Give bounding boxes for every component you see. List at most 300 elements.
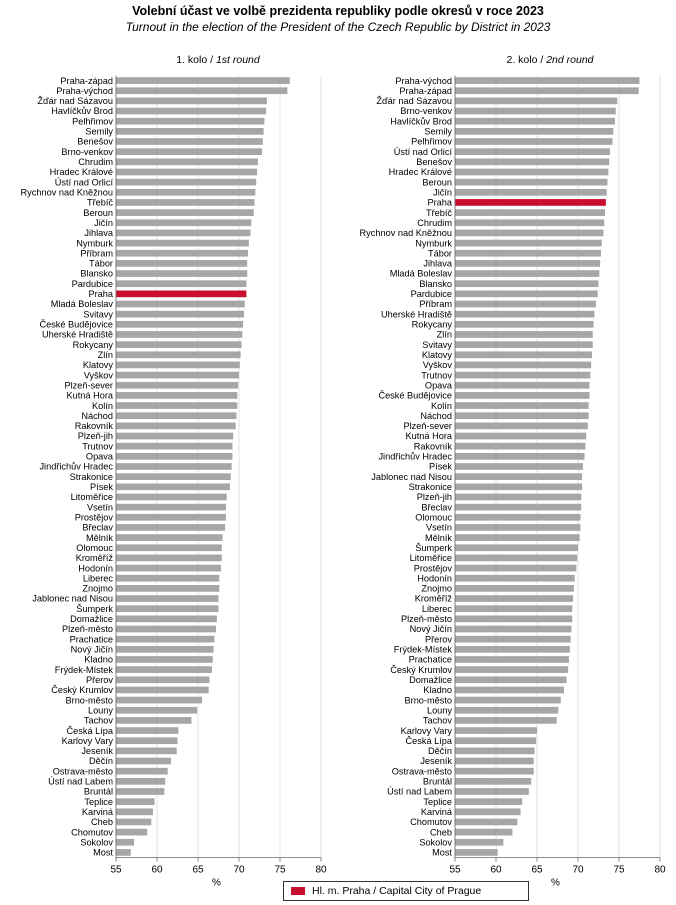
bar-znojmo xyxy=(116,585,219,592)
category-label: Šumperk xyxy=(76,603,113,614)
bar-kladno xyxy=(455,687,564,694)
category-label: Nový Jičín xyxy=(409,624,452,635)
chart-title: Volební účast ve volbě prezidenta republiky podle okresů v roce 2023 xyxy=(132,4,544,18)
bar-jindrichuv-hradec xyxy=(116,463,232,470)
category-label: Vsetín xyxy=(425,522,452,533)
x-axis-label: % xyxy=(212,877,221,889)
bar-bruntal xyxy=(116,788,164,795)
x-tick-label: 80 xyxy=(315,864,327,876)
category-label: Opava xyxy=(424,380,452,391)
category-label: Louny xyxy=(426,705,452,716)
bar-cheb xyxy=(455,829,512,836)
bar-praha xyxy=(455,199,606,206)
category-label: Litoměřice xyxy=(70,492,113,503)
bar-semily xyxy=(455,128,613,135)
bar-kromeriz xyxy=(455,595,573,602)
bar-nymburk xyxy=(455,240,602,247)
category-label: Semily xyxy=(424,126,452,137)
bar-novy-jicin xyxy=(116,646,214,653)
category-label: Jičín xyxy=(433,187,452,198)
bar-rakovnik xyxy=(116,423,236,430)
bar-jicin xyxy=(455,189,607,196)
category-label: Olomouc xyxy=(76,542,113,553)
category-label: Beroun xyxy=(83,207,113,218)
category-label: Příbram xyxy=(80,248,113,259)
bar-sokolov xyxy=(455,839,503,846)
category-label: Louny xyxy=(87,705,113,716)
category-label: Šumperk xyxy=(415,542,452,553)
category-label: Náchod xyxy=(81,410,113,421)
bar-tabor xyxy=(455,250,601,257)
bar-blansko xyxy=(455,280,599,287)
category-label: Beroun xyxy=(422,177,452,188)
category-label: Příbram xyxy=(419,299,452,310)
category-label: Plzeň-sever xyxy=(403,421,452,432)
bar-karlovy-vary xyxy=(116,737,178,744)
category-label: Děčín xyxy=(427,746,452,757)
bar-prostejov xyxy=(455,565,576,572)
bar-frydek-mistek xyxy=(455,646,570,653)
bar-novy-jicin xyxy=(455,626,571,633)
category-label: Plzeň-město xyxy=(400,614,452,625)
bar-teplice xyxy=(455,798,522,805)
category-label: Vyškov xyxy=(422,360,452,371)
category-label: Prostějov xyxy=(74,512,113,523)
bar-mlada-boleslav xyxy=(116,301,245,308)
category-label: Nymburk xyxy=(415,238,452,249)
category-label: Jeseník xyxy=(81,746,113,757)
bar-karvina xyxy=(116,808,153,815)
category-label: Český Krumlov xyxy=(390,664,452,675)
bar-plzen-sever xyxy=(455,423,588,430)
bar-prachatice xyxy=(455,656,569,663)
x-tick-label: 75 xyxy=(274,864,286,876)
bar-prerov xyxy=(455,636,571,643)
category-label: Mělník xyxy=(85,532,113,543)
category-label: Děčín xyxy=(88,756,113,767)
bar-breclav xyxy=(116,524,225,531)
category-label: Sokolov xyxy=(419,837,452,848)
bar-kolin xyxy=(116,402,237,409)
category-label: Jeseník xyxy=(420,756,452,767)
category-label: Domažlice xyxy=(70,614,113,625)
bar-jesenik xyxy=(455,758,534,765)
legend-swatch-praha xyxy=(291,887,305,895)
bar-jihlava xyxy=(116,230,250,237)
category-label: Cheb xyxy=(91,817,113,828)
category-label: Třebíč xyxy=(425,207,452,218)
category-label: Znojmo xyxy=(421,583,452,594)
legend-label: Hl. m. Praha / Capital City of Prague xyxy=(312,885,482,897)
bar-chrudim xyxy=(455,219,604,226)
category-label: Svitavy xyxy=(422,339,452,350)
bar-pisek xyxy=(455,463,583,470)
bar-ceske-budejovice xyxy=(455,392,589,399)
chart-subtitle: Turnout in the election of the President of the Czech Republic by District in 2023 xyxy=(125,20,551,34)
bar-trutnov xyxy=(116,443,232,450)
category-label: Praha xyxy=(427,197,452,208)
bar-rokycany xyxy=(455,321,594,328)
bar-strakonice xyxy=(116,473,231,480)
bar-litomerice xyxy=(116,494,227,501)
category-label: Praha-východ xyxy=(56,85,113,96)
category-label: Zlín xyxy=(436,329,452,340)
category-label: Klatovy xyxy=(82,360,113,371)
x-axis-label: % xyxy=(551,877,560,889)
category-label: Prachatice xyxy=(408,654,452,665)
bar-chart-round2 xyxy=(360,54,666,889)
category-label: Jablonec nad Nisou xyxy=(371,471,452,482)
bar-nachod xyxy=(455,412,589,419)
category-label: Brno-město xyxy=(65,695,113,706)
category-label: Praha-západ xyxy=(60,75,113,86)
bar-praha-zapad xyxy=(455,87,639,94)
bar-zlin xyxy=(455,331,593,338)
category-label: Česká Lípa xyxy=(405,735,452,746)
bar-sumperk xyxy=(116,605,219,612)
bar-havlickuv-brod xyxy=(455,118,615,125)
panel-title-round2: 2. kolo / 2nd round xyxy=(506,54,594,66)
bar-nymburk xyxy=(116,240,249,247)
category-label: Pardubice xyxy=(71,278,113,289)
category-label: Brno-město xyxy=(404,695,452,706)
bar-vsetin xyxy=(455,524,580,531)
category-label: Benešov xyxy=(416,157,452,168)
bar-usti-nad-labem xyxy=(116,778,165,785)
bar-most xyxy=(116,849,131,856)
category-label: Litoměřice xyxy=(409,553,452,564)
bar-cesky-krumlov xyxy=(455,666,568,673)
bar-decin xyxy=(455,748,535,755)
bar-rokycany xyxy=(116,341,241,348)
bar-kutna-hora xyxy=(455,433,586,440)
bar-hodonin xyxy=(116,565,221,572)
category-label: Přerov xyxy=(424,634,452,645)
category-label: Kolín xyxy=(431,400,452,411)
category-label: Chrudim xyxy=(417,217,452,228)
bar-hodonin xyxy=(455,575,575,582)
category-label: Pelhřimov xyxy=(411,136,452,147)
category-label: Ústí nad Labem xyxy=(387,786,452,797)
bar-chart-round1 xyxy=(21,54,327,889)
category-label: České Budějovice xyxy=(378,390,452,401)
category-label: Kroměříž xyxy=(414,593,452,604)
bar-zdar-nad-sazavou xyxy=(116,98,267,105)
category-label: Zlín xyxy=(97,349,113,360)
bar-trebic xyxy=(116,199,255,206)
x-tick-label: 70 xyxy=(572,864,584,876)
bar-plzen-mesto xyxy=(455,615,572,622)
category-label: Kroměříž xyxy=(75,553,113,564)
category-label: Semily xyxy=(85,126,113,137)
category-label: Prachatice xyxy=(69,634,113,645)
bar-zlin xyxy=(116,351,241,358)
bar-brno-venkov xyxy=(116,148,262,155)
bar-jihlava xyxy=(455,260,600,267)
bar-kolin xyxy=(455,402,589,409)
category-label: Karviná xyxy=(81,806,113,817)
category-label: Brno-venkov xyxy=(61,146,113,157)
bar-teplice xyxy=(116,798,155,805)
bar-jesenik xyxy=(116,748,177,755)
category-label: Chomutov xyxy=(410,817,452,828)
category-label: Mladá Boleslav xyxy=(50,299,113,310)
category-label: Liberec xyxy=(82,573,113,584)
category-label: Jihlava xyxy=(84,228,113,239)
category-label: Ostrava-město xyxy=(391,766,452,777)
category-label: Kutná Hora xyxy=(66,390,113,401)
bar-plzen-jih xyxy=(116,433,233,440)
category-label: Trutnov xyxy=(82,441,113,452)
category-label: Strakonice xyxy=(69,471,113,482)
bar-frydek-mistek xyxy=(116,666,212,673)
category-label: Žďár nad Sázavou xyxy=(37,96,113,107)
x-tick-label: 70 xyxy=(233,864,245,876)
category-label: Ústí nad Orlicí xyxy=(54,177,113,188)
bar-rychnov-nad-kneznou xyxy=(116,189,255,196)
bar-domazlice xyxy=(455,676,567,683)
category-label: Teplice xyxy=(84,796,113,807)
category-label: Kolín xyxy=(92,400,113,411)
category-label: Jablonec nad Nisou xyxy=(32,593,113,604)
bar-melnik xyxy=(116,534,223,541)
category-label: Třebíč xyxy=(86,197,113,208)
bar-vyskov xyxy=(455,362,591,369)
x-tick-label: 75 xyxy=(613,864,625,876)
bar-opava xyxy=(455,382,589,389)
bar-ostrava-mesto xyxy=(116,768,168,775)
bar-vyskov xyxy=(116,372,239,379)
bar-kromeriz xyxy=(116,555,222,562)
bar-jablonec-nad-nisou xyxy=(455,473,582,480)
bar-kutna-hora xyxy=(116,392,237,399)
panel-title-round1: 1. kolo / 1st round xyxy=(176,54,260,66)
bar-ceska-lipa xyxy=(116,727,178,734)
bar-trebic xyxy=(455,209,605,216)
category-label: Brno-venkov xyxy=(400,106,452,117)
category-label: Most xyxy=(432,847,452,858)
bar-tachov xyxy=(116,717,191,724)
category-label: Karlovy Vary xyxy=(400,725,452,736)
bar-ceske-budejovice xyxy=(116,321,243,328)
bar-kladno xyxy=(116,656,213,663)
category-label: Hodonín xyxy=(417,573,452,584)
bar-uherske-hradiste xyxy=(116,331,242,338)
bar-brno-mesto xyxy=(116,697,202,704)
bar-beroun xyxy=(116,209,254,216)
bar-litomerice xyxy=(455,555,577,562)
bar-cheb xyxy=(116,819,151,826)
bar-klatovy xyxy=(116,362,240,369)
bar-brno-mesto xyxy=(455,697,561,704)
bar-melnik xyxy=(455,534,580,541)
category-label: Karlovy Vary xyxy=(61,735,113,746)
category-label: Havlíčkův Brod xyxy=(51,106,113,117)
bar-praha-zapad xyxy=(116,77,290,84)
category-label: Kutná Hora xyxy=(405,431,452,442)
category-label: Uherské Hradiště xyxy=(381,309,452,320)
bar-karlovy-vary xyxy=(455,727,537,734)
bar-chrudim xyxy=(116,158,258,165)
category-label: Plzeň-jih xyxy=(416,492,452,503)
category-label: Břeclav xyxy=(82,522,113,533)
bar-usti-nad-orlici xyxy=(455,148,610,155)
category-label: Bruntál xyxy=(422,776,452,787)
bar-benesov xyxy=(116,138,263,145)
bar-praha-vychod xyxy=(116,87,287,94)
category-label: Přerov xyxy=(85,674,113,685)
category-label: Jihlava xyxy=(423,258,452,269)
category-label: Mělník xyxy=(424,532,452,543)
category-label: Most xyxy=(93,847,113,858)
category-label: Plzeň-sever xyxy=(64,380,113,391)
category-label: Frýdek-Místek xyxy=(393,644,452,655)
bar-pelhrimov xyxy=(116,118,264,125)
bar-jablonec-nad-nisou xyxy=(116,595,219,602)
bar-zdar-nad-sazavou xyxy=(455,98,617,105)
x-tick-label: 80 xyxy=(654,864,666,876)
bar-praha xyxy=(116,290,246,297)
category-label: Nový Jičín xyxy=(70,644,113,655)
bar-olomouc xyxy=(455,514,580,521)
bar-cesky-krumlov xyxy=(116,687,209,694)
bar-plzen-mesto xyxy=(116,626,216,633)
category-label: Kladno xyxy=(423,685,452,696)
category-label: České Budějovice xyxy=(39,319,113,330)
bar-trutnov xyxy=(455,372,590,379)
category-label: Znojmo xyxy=(82,583,113,594)
category-label: Bruntál xyxy=(83,786,113,797)
category-label: Hradec Králové xyxy=(388,167,452,178)
bar-jindrichuv-hradec xyxy=(455,453,585,460)
category-label: Frýdek-Místek xyxy=(54,664,113,675)
category-label: Pelhřimov xyxy=(72,116,113,127)
x-tick-label: 60 xyxy=(490,864,502,876)
category-label: Pardubice xyxy=(410,289,452,300)
bar-blansko xyxy=(116,270,247,277)
bar-pelhrimov xyxy=(455,138,612,145)
x-tick-label: 55 xyxy=(449,864,461,876)
category-label: Olomouc xyxy=(415,512,452,523)
category-label: Domažlice xyxy=(409,674,452,685)
category-label: Jindřichův Hradec xyxy=(39,461,113,472)
category-label: Hodonín xyxy=(78,563,113,574)
bar-svitavy xyxy=(455,341,593,348)
bar-znojmo xyxy=(455,585,574,592)
bar-prerov xyxy=(116,676,209,683)
bar-prostejov xyxy=(116,514,226,521)
category-label: Opava xyxy=(85,451,113,462)
bar-pisek xyxy=(116,483,230,490)
category-label: Rychnov nad Kněžnou xyxy=(359,228,452,239)
category-label: Žďár nad Sázavou xyxy=(376,96,452,107)
bar-semily xyxy=(116,128,264,135)
bar-usti-nad-orlici xyxy=(116,179,256,186)
bar-pardubice xyxy=(116,280,246,287)
category-label: Hradec Králové xyxy=(49,167,113,178)
category-label: Blansko xyxy=(419,278,452,289)
category-label: Vyškov xyxy=(83,370,113,381)
category-label: Liberec xyxy=(421,603,452,614)
bar-ceska-lipa xyxy=(455,737,536,744)
x-tick-label: 55 xyxy=(110,864,122,876)
category-label: Trutnov xyxy=(421,370,452,381)
category-label: Chrudim xyxy=(78,157,113,168)
bar-mlada-boleslav xyxy=(455,270,599,277)
legend xyxy=(283,881,529,901)
category-label: Rokycany xyxy=(72,339,113,350)
bar-klatovy xyxy=(455,351,592,358)
category-label: Praha-západ xyxy=(399,85,452,96)
category-label: Kladno xyxy=(84,654,113,665)
bar-domazlice xyxy=(116,615,217,622)
bar-chomutov xyxy=(116,829,147,836)
category-label: Česká Lípa xyxy=(66,725,113,736)
category-label: Tábor xyxy=(427,248,452,259)
bar-svitavy xyxy=(116,311,244,318)
category-label: Ústí nad Labem xyxy=(48,776,113,787)
bar-sumperk xyxy=(455,544,578,551)
bar-liberec xyxy=(116,575,219,582)
category-label: Teplice xyxy=(423,796,452,807)
bar-decin xyxy=(116,758,171,765)
bar-karvina xyxy=(455,808,521,815)
bar-hradec-kralove xyxy=(455,169,608,176)
bar-usti-nad-labem xyxy=(455,788,529,795)
bar-louny xyxy=(455,707,558,714)
bar-olomouc xyxy=(116,544,222,551)
category-label: Nymburk xyxy=(76,238,113,249)
bar-havlickuv-brod xyxy=(116,108,266,115)
category-label: Uherské Hradiště xyxy=(42,329,113,340)
category-label: Tachov xyxy=(422,715,452,726)
category-label: Písek xyxy=(429,461,452,472)
category-label: Plzeň-město xyxy=(61,624,113,635)
category-label: Tachov xyxy=(83,715,113,726)
bar-ostrava-mesto xyxy=(455,768,534,775)
bar-most xyxy=(455,849,498,856)
bar-uherske-hradiste xyxy=(455,311,594,318)
category-label: Ústí nad Orlicí xyxy=(393,146,452,157)
category-label: Prostějov xyxy=(413,563,452,574)
bar-benesov xyxy=(455,158,609,165)
category-label: Chomutov xyxy=(71,827,113,838)
bar-nachod xyxy=(116,412,237,419)
bar-breclav xyxy=(455,504,581,511)
bar-rakovnik xyxy=(455,443,585,450)
bar-opava xyxy=(116,453,232,460)
category-label: Rakovník xyxy=(413,441,452,452)
bar-jicin xyxy=(116,219,251,226)
category-label: Klatovy xyxy=(421,349,452,360)
category-label: Tábor xyxy=(88,258,113,269)
bar-pribram xyxy=(116,250,248,257)
x-tick-label: 65 xyxy=(531,864,543,876)
category-label: Rychnov nad Kněžnou xyxy=(20,187,113,198)
bar-praha-vychod xyxy=(455,77,640,84)
bar-hradec-kralove xyxy=(116,169,257,176)
category-label: Blansko xyxy=(80,268,113,279)
category-label: Mladá Boleslav xyxy=(389,268,452,279)
bar-louny xyxy=(116,707,197,714)
category-label: Sokolov xyxy=(80,837,113,848)
bar-plzen-jih xyxy=(455,494,581,501)
bar-tachov xyxy=(455,717,557,724)
category-label: Karviná xyxy=(420,806,452,817)
category-label: Svitavy xyxy=(83,309,113,320)
bar-strakonice xyxy=(455,483,582,490)
bar-pardubice xyxy=(455,290,598,297)
